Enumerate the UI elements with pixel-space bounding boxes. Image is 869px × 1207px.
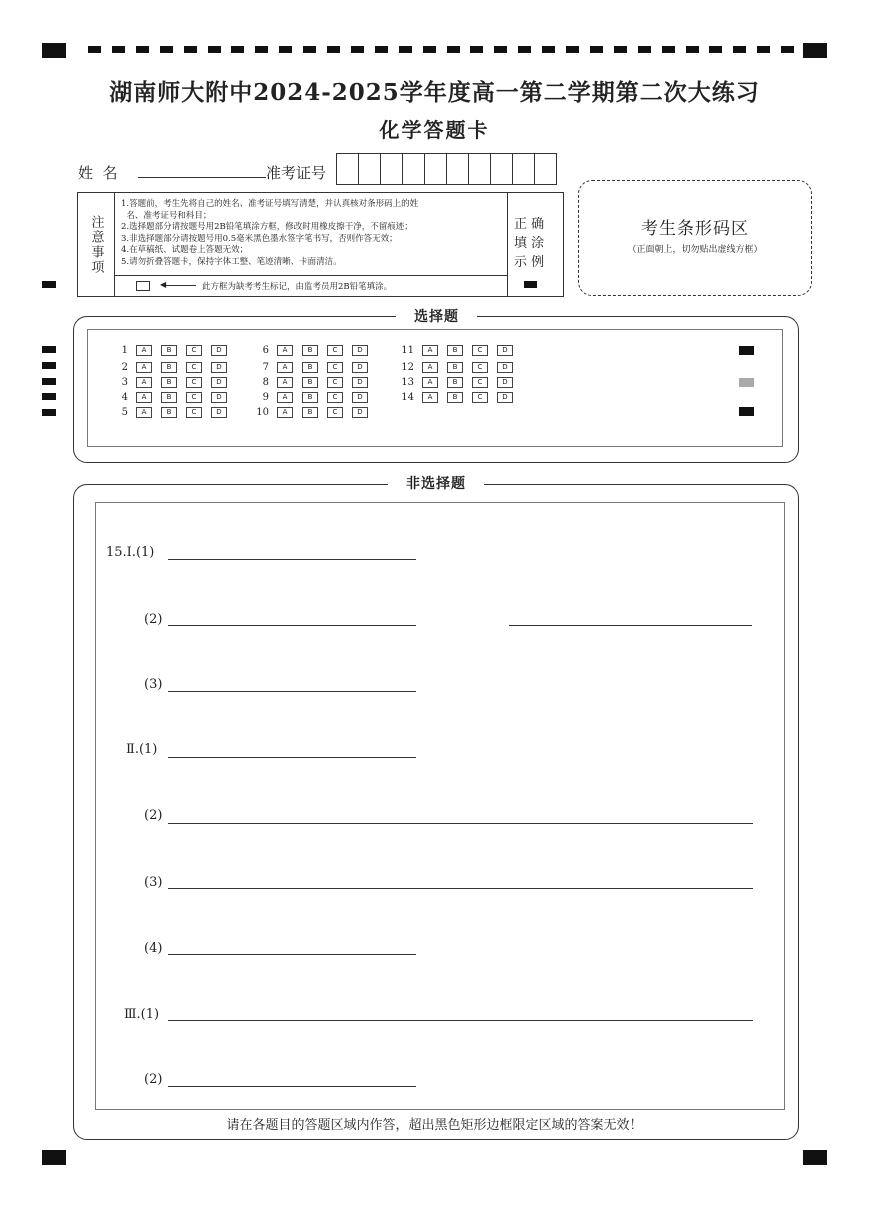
timing-mark	[160, 46, 173, 53]
side-marker	[42, 346, 56, 353]
question-number: 7	[262, 362, 269, 373]
option-bubble-b[interactable]: B	[447, 345, 463, 356]
answer-line[interactable]	[168, 625, 416, 626]
absent-mark-row	[114, 275, 507, 296]
choice-marker-2	[739, 378, 754, 387]
option-bubble-d[interactable]: D	[211, 362, 227, 373]
choice-question-11	[390, 345, 522, 356]
option-bubble-d[interactable]: D	[497, 362, 513, 373]
choice-question-10	[245, 407, 377, 418]
option-bubble-d[interactable]: D	[352, 345, 368, 356]
timing-mark	[638, 46, 651, 53]
timing-mark	[733, 46, 746, 53]
option-bubble-a[interactable]: A	[136, 345, 152, 356]
option-bubble-c[interactable]: C	[186, 377, 202, 388]
timing-mark	[279, 46, 292, 53]
answer-label-15-2-2: (2)	[144, 808, 163, 823]
side-marker	[42, 378, 56, 385]
question-number: 11	[401, 345, 414, 356]
choice-question-1	[104, 345, 236, 356]
timing-mark	[375, 46, 388, 53]
option-bubble-b[interactable]: B	[447, 362, 463, 373]
question-number: 8	[262, 377, 269, 388]
timing-mark	[494, 46, 507, 53]
answer-line[interactable]	[168, 559, 416, 560]
side-marker	[42, 362, 56, 369]
question-number: 1	[121, 345, 128, 356]
corner-marker-bottom-right	[803, 1150, 827, 1165]
option-bubble-b[interactable]: B	[161, 362, 177, 373]
option-bubble-b[interactable]: B	[302, 362, 318, 373]
option-bubble-c[interactable]: C	[327, 345, 343, 356]
option-bubble-b[interactable]: B	[447, 377, 463, 388]
nonchoice-section-title: 非选择题	[388, 473, 484, 493]
timing-mark	[518, 46, 531, 53]
timing-mark	[303, 46, 316, 53]
option-bubble-c[interactable]: C	[327, 362, 343, 373]
answer-line[interactable]	[168, 691, 416, 692]
choice-question-6	[245, 345, 377, 356]
option-bubble-a[interactable]: A	[277, 392, 293, 403]
choice-question-13	[390, 377, 522, 388]
option-bubble-a[interactable]: A	[422, 362, 438, 373]
option-bubble-c[interactable]: C	[186, 362, 202, 373]
timing-mark	[327, 46, 340, 53]
corner-marker-top-left	[42, 43, 66, 58]
answer-line[interactable]	[168, 1020, 753, 1021]
timing-mark	[470, 46, 483, 53]
option-bubble-b[interactable]: B	[302, 407, 318, 418]
option-bubble-b[interactable]: B	[302, 345, 318, 356]
absent-checkbox[interactable]	[136, 281, 150, 291]
question-number: 5	[121, 407, 128, 418]
option-bubble-a[interactable]: A	[277, 362, 293, 373]
id-label: 准考证号	[266, 164, 327, 182]
option-bubble-d[interactable]: D	[211, 392, 227, 403]
notice-label: 注意事项	[78, 193, 115, 296]
fill-example-label: 正 确 填 涂 示 例	[514, 217, 545, 270]
option-bubble-d[interactable]: D	[211, 407, 227, 418]
question-number: 4	[121, 392, 128, 403]
timing-mark	[184, 46, 197, 53]
side-marker	[42, 393, 56, 400]
question-number: 2	[121, 362, 128, 373]
id-number-boxes[interactable]	[336, 153, 557, 185]
timing-mark	[614, 46, 627, 53]
option-bubble-a[interactable]: A	[136, 362, 152, 373]
answer-label-15-1-1: 15.Ⅰ.(1)	[106, 545, 155, 560]
answer-label-15-2-1: Ⅱ.(1)	[126, 742, 158, 757]
option-bubble-c[interactable]: C	[186, 392, 202, 403]
timing-mark	[781, 46, 794, 53]
timing-mark	[423, 46, 436, 53]
answer-label-15-2-3: (3)	[144, 875, 163, 890]
timing-mark	[255, 46, 268, 53]
question-number: 13	[401, 377, 414, 388]
option-bubble-a[interactable]: A	[136, 392, 152, 403]
choice-question-14	[390, 392, 522, 403]
option-bubble-c[interactable]: C	[186, 407, 202, 418]
answer-line[interactable]	[168, 757, 416, 758]
question-number: 6	[262, 345, 269, 356]
side-marker	[42, 409, 56, 416]
answer-label-15-1-3: (3)	[144, 677, 163, 692]
option-bubble-d[interactable]: D	[497, 345, 513, 356]
option-bubble-c[interactable]: C	[472, 362, 488, 373]
option-bubble-c[interactable]: C	[327, 377, 343, 388]
question-number: 12	[401, 362, 414, 373]
option-bubble-a[interactable]: A	[136, 377, 152, 388]
option-bubble-d[interactable]: D	[211, 345, 227, 356]
option-bubble-d[interactable]: D	[352, 362, 368, 373]
side-marker	[42, 281, 56, 288]
fill-example	[507, 193, 564, 296]
option-bubble-b[interactable]: B	[302, 392, 318, 403]
timing-mark	[566, 46, 579, 53]
answer-label-15-3-2: (2)	[144, 1072, 163, 1087]
absent-note: 此方框为缺考考生标记，由监考员用2B铅笔填涂。	[202, 282, 393, 292]
barcode-area	[578, 180, 812, 296]
option-bubble-d[interactable]: D	[352, 377, 368, 388]
nonchoice-inner-box	[95, 502, 785, 1110]
barcode-title: 考生条形码区	[641, 219, 749, 239]
corner-marker-bottom-left	[42, 1150, 66, 1165]
choice-question-9	[245, 392, 377, 403]
timing-mark	[208, 46, 221, 53]
barcode-subtitle: （正面朝上，切勿贴出虚线方框）	[627, 245, 763, 255]
timing-mark	[447, 46, 460, 53]
timing-mark	[662, 46, 675, 53]
option-bubble-b[interactable]: B	[302, 377, 318, 388]
question-number: 10	[256, 407, 269, 418]
option-bubble-a[interactable]: A	[277, 377, 293, 388]
timing-mark	[590, 46, 603, 53]
notice-panel	[77, 192, 564, 297]
name-label: 姓 名	[78, 164, 118, 182]
option-bubble-d[interactable]: D	[352, 407, 368, 418]
choice-question-5	[104, 407, 236, 418]
timing-mark	[351, 46, 364, 53]
answer-label-15-1-2: (2)	[144, 612, 163, 627]
option-bubble-c[interactable]: C	[186, 345, 202, 356]
choice-question-7	[245, 362, 377, 373]
fill-example-mark	[524, 281, 537, 288]
option-bubble-a[interactable]: A	[422, 377, 438, 388]
option-bubble-a[interactable]: A	[422, 392, 438, 403]
option-bubble-b[interactable]: B	[161, 345, 177, 356]
option-bubble-c[interactable]: C	[472, 377, 488, 388]
option-bubble-c[interactable]: C	[327, 392, 343, 403]
timing-mark	[112, 46, 125, 53]
question-number: 9	[262, 392, 269, 403]
option-bubble-b[interactable]: B	[161, 392, 177, 403]
notice-text: 1.答题前，考生先将自己的姓名、准考证号填写清楚，并认真核对条形码上的姓 名、准考证号和科目； 2.选择题部分请按题号用2B铅笔填涂方框，修改时用橡皮擦干净，不留痕迹； 3.非选择题部分请按题号用0.5毫米黑色墨水签字笔书写，否则作答无效； 4.在草稿纸、试题卷上答题无效； 5.请勿折叠答题卡，保持字体工整、笔迹清晰、卡面清洁。	[121, 199, 419, 267]
timing-mark	[757, 46, 770, 53]
timing-mark	[686, 46, 699, 53]
choice-marker-1	[739, 346, 754, 355]
timing-mark	[399, 46, 412, 53]
option-bubble-a[interactable]: A	[277, 345, 293, 356]
choice-question-3	[104, 377, 236, 388]
question-number: 3	[121, 377, 128, 388]
choice-question-12	[390, 362, 522, 373]
option-bubble-b[interactable]: B	[161, 377, 177, 388]
timing-mark	[136, 46, 149, 53]
question-number: 14	[401, 392, 414, 403]
answer-line[interactable]	[168, 888, 753, 889]
timing-mark	[231, 46, 244, 53]
choice-question-8	[245, 377, 377, 388]
option-bubble-d[interactable]: D	[497, 377, 513, 388]
page-title: 湖南师大附中2024-2025学年度高一第二学期第二次大练习	[109, 79, 760, 106]
answer-line[interactable]	[168, 954, 416, 955]
choice-marker-3	[739, 407, 754, 416]
answer-line[interactable]	[168, 1086, 416, 1087]
name-field[interactable]	[78, 162, 266, 183]
option-bubble-d[interactable]: D	[352, 392, 368, 403]
timing-mark	[88, 46, 101, 53]
option-bubble-a[interactable]: A	[277, 407, 293, 418]
option-bubble-b[interactable]: B	[447, 392, 463, 403]
choice-question-2	[104, 362, 236, 373]
option-bubble-d[interactable]: D	[497, 392, 513, 403]
answer-line[interactable]	[168, 823, 753, 824]
answer-label-15-2-4: (4)	[144, 941, 163, 956]
option-bubble-c[interactable]: C	[472, 392, 488, 403]
choice-section-title: 选择题	[396, 306, 477, 326]
corner-marker-top-right	[803, 43, 827, 58]
option-bubble-a[interactable]: A	[136, 407, 152, 418]
answer-label-15-3-1: Ⅲ.(1)	[124, 1007, 160, 1022]
timing-mark	[542, 46, 555, 53]
choice-question-4	[104, 392, 236, 403]
option-bubble-a[interactable]: A	[422, 345, 438, 356]
arrow-icon	[162, 285, 196, 286]
option-bubble-b[interactable]: B	[161, 407, 177, 418]
arrow-head-icon: ◀	[160, 280, 167, 289]
option-bubble-c[interactable]: C	[327, 407, 343, 418]
footer-warning: 请在各题目的答题区域内作答，超出黑色矩形边框限定区域的答案无效！	[226, 1118, 643, 1133]
option-bubble-c[interactable]: C	[472, 345, 488, 356]
option-bubble-d[interactable]: D	[211, 377, 227, 388]
page-subtitle: 化学答题卡	[379, 118, 490, 142]
timing-mark	[709, 46, 722, 53]
answer-line[interactable]	[509, 625, 752, 626]
